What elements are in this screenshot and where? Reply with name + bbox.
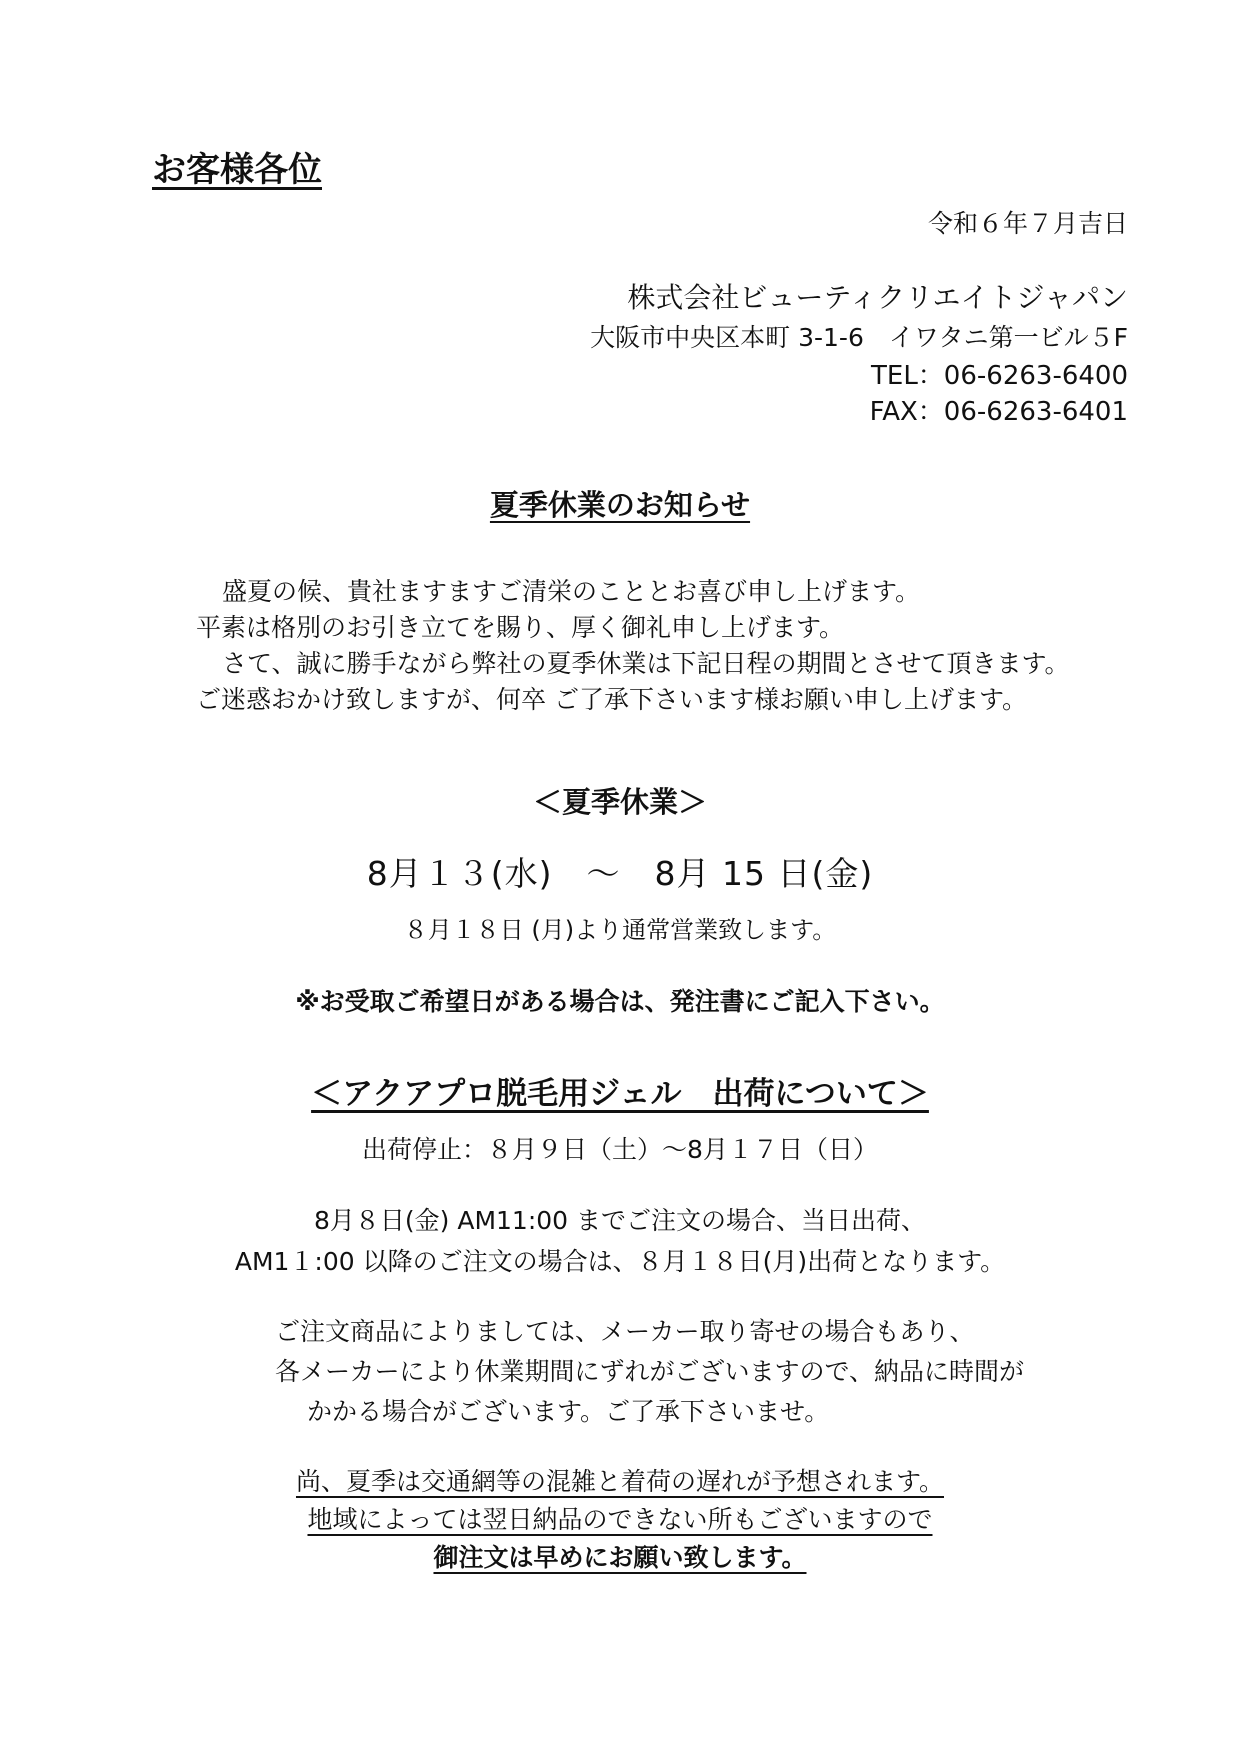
company-address: 大阪市中央区本町 3-1-6 イワタニ第一ビル５F [590, 323, 1128, 352]
greeting-line: さて、誠に勝手ながら弊社の夏季休業は下記日程の期間とさせて頂きます。 [222, 649, 1070, 678]
greeting-line: 平素は格別のお引き立てを賜り、厚く御礼申し上げます。 [196, 613, 845, 642]
order-line: 8月８日(金) AM11:00 までご注文の場合、当日出荷、 [313, 1206, 927, 1235]
maker-note-line: かかる場合がございます。ご了承下さいませ。 [307, 1397, 830, 1426]
final-note-line: 御注文は早めにお願い致します。 [433, 1543, 807, 1572]
greeting-line: ご迷惑おかけ致しますが、何卒 ご了承下さいます様お願い申し上げます。 [196, 685, 1027, 714]
maker-note [275, 1312, 1024, 1432]
shipping-heading: ＜アクアプロ脱毛用ジェル 出荷について＞ [311, 1076, 929, 1112]
salutation: お客様各位 [152, 150, 322, 190]
order-line: AM1１:00 以降のご注文の場合は、８月１８日(月)出荷となります。 [234, 1247, 1006, 1276]
receipt-date-note: ※お受取ご希望日がある場合は、発注書にご記入下さい。 [295, 987, 945, 1016]
maker-note-line: 各メーカーにより休業期間にずれがございますので、納品に時間が [275, 1357, 1025, 1386]
company-tel: TEL：06-6263-6400 [871, 361, 1128, 391]
company-fax: FAX：06-6263-6401 [869, 397, 1128, 427]
greeting-paragraph [196, 574, 1070, 718]
order-cutoff-note [0, 1200, 1240, 1282]
company-name: 株式会社ビューティクリエイトジャパン [627, 281, 1128, 314]
holiday-heading: ＜夏季休業＞ [532, 785, 707, 819]
maker-note-line: ご注文商品によりましては、メーカー取り寄せの場合もあり、 [275, 1317, 975, 1346]
greeting-line: 盛夏の候、貴社ますますご清栄のこととお喜び申し上げます。 [222, 577, 921, 606]
final-note-line: 尚、夏季は交通網等の混雑と着荷の遅れが予想されます。 [295, 1467, 944, 1496]
resume-business-note: ８月１８日 (月)より通常営業致します。 [403, 916, 837, 944]
holiday-dates: 8月１３(水) ～ 8月 15 日(金) [366, 854, 874, 893]
final-note-line: 地域によっては翌日納品のできない所もございますので [307, 1505, 933, 1534]
notice-title: 夏季休業のお知らせ [489, 488, 751, 522]
issue-date: 令和６年７月吉日 [927, 209, 1128, 238]
shipping-stop-period: 出荷停止：８月９日（土）～8月１７日（日） [362, 1135, 878, 1164]
final-note [0, 1463, 1240, 1577]
